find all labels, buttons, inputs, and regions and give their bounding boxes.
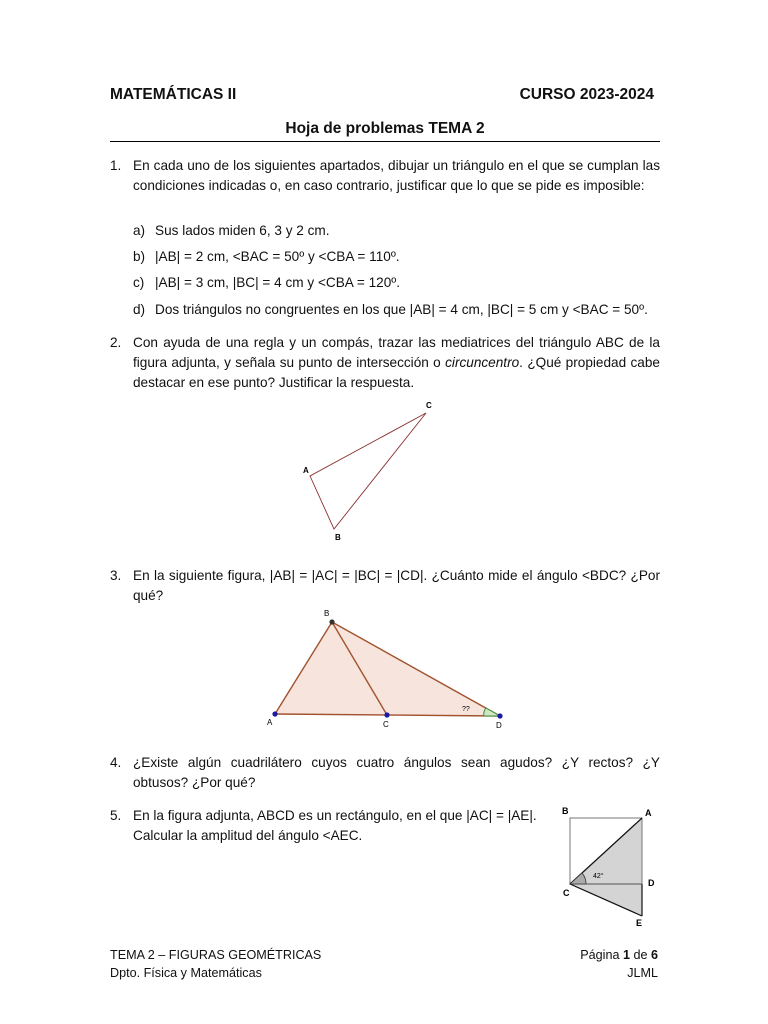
footer-topic: TEMA 2 – FIGURAS GEOMÉTRICAS xyxy=(110,948,322,962)
triangle-abc xyxy=(310,413,426,529)
problem-number: 4. xyxy=(110,755,122,770)
header-divider xyxy=(110,141,660,142)
footer-department: Dpto. Física y Matemáticas xyxy=(110,966,262,980)
angle-arc-c xyxy=(570,873,586,884)
label-e: E xyxy=(636,918,643,928)
problem-text: En la siguiente figura, |AB| = |AC| = |BC| = |CD|. ¿Cuánto mide el ángulo <BDC? ¿Por qué? xyxy=(133,568,660,603)
problem-text: Con ayuda de una regla y un compás, trazar las mediatrices del triángulo ABC de la figura adjunta, y señala su punto de intersección o circuncentro. ¿Qué propiedad cabe destacar en ese punto? Justificar la respuesta. xyxy=(133,335,660,390)
label-b: B xyxy=(335,533,341,542)
point-b xyxy=(329,619,334,624)
problem-3 xyxy=(110,566,660,606)
label-c: C xyxy=(383,720,389,729)
label-d: D xyxy=(648,878,655,888)
label-a: A xyxy=(303,466,309,475)
label-b: B xyxy=(324,609,330,618)
triangle-ace xyxy=(570,818,642,916)
problem-number: 1. xyxy=(110,158,122,173)
triangle-abd xyxy=(275,622,500,716)
label-b: B xyxy=(562,806,569,816)
course-label: CURSO 2023-2024 xyxy=(519,86,654,103)
problem-5 xyxy=(110,806,550,846)
problem-text: En la figura adjunta, ABCD es un rectángulo, en el que |AC| = |AE|. Calcular la amplitud del ángulo <AEC. xyxy=(133,808,537,843)
subject-title: MATEMÁTICAS II xyxy=(110,86,237,103)
problem-1-part-b: b) |AB| = 2 cm, <BAC = 50º y <CBA = 110º. xyxy=(133,249,400,264)
problem-number: 5. xyxy=(110,808,122,823)
footer-author: JLML xyxy=(627,966,658,980)
label-a: A xyxy=(645,808,652,818)
problem-number: 2. xyxy=(110,335,122,350)
problem-2 xyxy=(110,333,660,393)
label-a: A xyxy=(267,718,273,727)
problem-text: ¿Existe algún cuadrilátero cuyos cuatro ángulos sean agudos? ¿Y rectos? ¿Y obtusos? ¿Por qué? xyxy=(133,755,660,790)
angle-arc-d xyxy=(484,708,500,716)
sheet-title: Hoja de problemas TEMA 2 xyxy=(285,120,485,137)
triangle-abc-figure xyxy=(296,398,446,544)
rectangle-abcd-figure xyxy=(556,802,662,930)
problem-1 xyxy=(110,156,660,196)
isosceles-figure xyxy=(260,604,510,730)
angle-label: 42° xyxy=(593,873,604,880)
point-a xyxy=(272,711,277,716)
problem-number: 3. xyxy=(110,568,122,583)
label-c: C xyxy=(426,401,432,410)
angle-label: ?? xyxy=(462,706,470,713)
problem-4 xyxy=(110,753,660,793)
problem-1-part-a: a) Sus lados miden 6, 3 y 2 cm. xyxy=(133,223,330,238)
label-d: D xyxy=(496,721,502,730)
problem-1-part-c: c) |AB| = 3 cm, |BC| = 4 cm y <CBA = 120º. xyxy=(133,275,400,290)
point-c xyxy=(384,712,389,717)
problem-text: En cada uno de los siguientes apartados, dibujar un triángulo en el que se cumplan las condiciones indicadas o, en caso contrario, justificar que lo que se pide es imposible: xyxy=(133,158,660,193)
page-number: Página 1 de 6 xyxy=(580,948,658,962)
label-c: C xyxy=(563,888,570,898)
problem-1-part-d: d) Dos triángulos no congruentes en los que |AB| = 4 cm, |BC| = 5 cm y <BAC = 50º. xyxy=(133,302,648,317)
point-d xyxy=(497,713,502,718)
